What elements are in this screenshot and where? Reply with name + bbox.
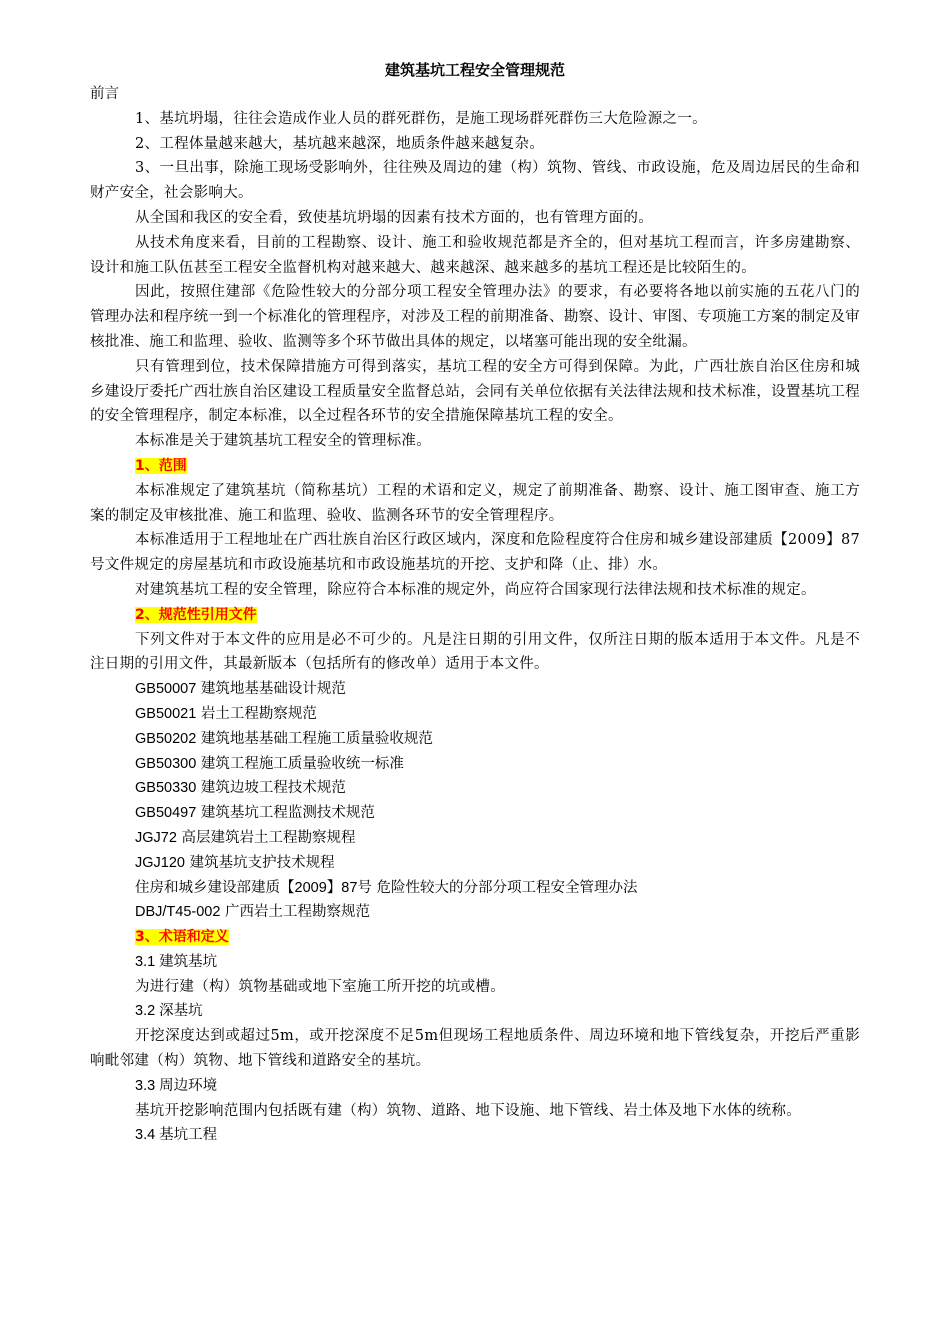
section-1-paragraph-2: 本标准适用于工程地址在广西壮族自治区行政区域内，深度和危险程度符合住房和城乡建设部建质【2009】87号文件规定的房屋基坑和市政设施基坑和市政设施基坑的开挖、支护和降（止、排）水。 bbox=[90, 532, 860, 574]
reference-code: GB50021 bbox=[135, 705, 197, 722]
term-3-1-definition: 为进行建（构）筑物基础或地下室施工所开挖的坑或槽。 bbox=[135, 978, 505, 995]
preface-paragraph-2: 2、工程体量越来越大，基坑越来越深，地质条件越来越复杂。 bbox=[135, 135, 545, 152]
reference-code: DBJ/T45-002 bbox=[135, 904, 221, 921]
section-1-paragraph-1: 本标准规定了建筑基坑（简称基坑）工程的术语和定义，规定了前期准备、勘察、设计、施工图审查、施工方案的制定及审核批准、施工和监理、验收、监测各环节的安全管理程序。 bbox=[90, 482, 860, 524]
document-title: 建筑基坑工程安全管理规范 bbox=[384, 61, 565, 79]
reference-item bbox=[135, 801, 860, 826]
reference-name: 建筑边坡工程技术规范 bbox=[200, 780, 346, 797]
reference-code: 住房和城乡建设部建质【2009】87号 bbox=[135, 879, 372, 896]
reference-code: JGJ72 bbox=[135, 829, 177, 846]
document-page bbox=[90, 58, 860, 1148]
reference-code: GB50202 bbox=[135, 730, 197, 747]
reference-item bbox=[135, 752, 860, 777]
section-3-heading-row bbox=[135, 925, 860, 950]
section-2-intro: 下列文件对于本文件的应用是必不可少的。凡是注日期的引用文件，仅所注日期的版本适用于本文件。凡是不注日期的引用文件，其最新版本（包括所有的修改单）适用于本文件。 bbox=[90, 631, 860, 673]
reference-name: 建筑基坑工程监测技术规范 bbox=[200, 805, 375, 822]
reference-code: GB50300 bbox=[135, 755, 197, 772]
term-3-4-title: 3.4 基坑工程 bbox=[135, 1127, 218, 1144]
reference-item bbox=[135, 677, 860, 702]
reference-name: 高层建筑岩土工程勘察规程 bbox=[181, 829, 356, 846]
reference-name: 危险性较大的分部分项工程安全管理办法 bbox=[376, 879, 638, 896]
term-3-2-definition: 开挖深度达到或超过5m，或开挖深度不足5m但现场工程地质条件、周边环境和地下管线复杂，开挖后严重影响毗邻建（构）筑物、地下管线和道路安全的基坑。 bbox=[90, 1028, 860, 1070]
reference-item bbox=[135, 851, 860, 876]
preface-paragraph-7: 只有管理到位，技术保障措施方可得到落实，基坑工程的安全方可得到保障。为此，广西壮族自治区住房和城乡建设厅委托广西壮族自治区建设工程质量安全监督总站，会同有关单位依据有关法律法规和技术标准，设置基坑工程的安全管理程序，制定本标准，以全过程各环节的安全措施保障基坑工程的安全。 bbox=[90, 358, 860, 425]
reference-name: 建筑工程施工质量验收统一标准 bbox=[200, 755, 404, 772]
preface-paragraph-6: 因此，按照住建部《危险性较大的分部分项工程安全管理办法》的要求，有必要将各地以前实施的五花八门的管理办法和程序统一到一个标准化的管理程序，对涉及工程的前期准备、勘察、设计、审图、专项施工方案的制定及审核批准、施工和监理、验收、监测等多个环节做出具体的规定，以堵塞可能出现的安全纰漏。 bbox=[90, 284, 860, 350]
preface-paragraph-4: 从全国和我区的安全看，致使基坑坍塌的因素有技术方面的，也有管理方面的。 bbox=[135, 209, 653, 226]
reference-list bbox=[90, 677, 860, 925]
reference-name: 广西岩土工程勘察规范 bbox=[225, 904, 371, 921]
term-3-3-title: 3.3 周边环境 bbox=[135, 1077, 218, 1094]
section-1-heading-row bbox=[135, 454, 860, 479]
reference-code: GB50497 bbox=[135, 805, 197, 822]
reference-name: 岩土工程勘察规范 bbox=[200, 705, 317, 722]
term-3-2-title: 3.2 深基坑 bbox=[135, 1003, 203, 1020]
reference-item bbox=[135, 876, 860, 901]
term-3-1-title: 3.1 建筑基坑 bbox=[135, 953, 218, 970]
preface-paragraph-1: 1、基坑坍塌，往往会造成作业人员的群死群伤，是施工现场群死群伤三大危险源之一。 bbox=[135, 110, 707, 127]
preface-paragraph-8: 本标准是关于建筑基坑工程安全的管理标准。 bbox=[135, 433, 431, 450]
section-2-heading-row bbox=[135, 603, 860, 628]
reference-item bbox=[135, 776, 860, 801]
preface-paragraph-3: 3、一旦出事，除施工现场受影响外，往往殃及周边的建（构）筑物、管线、市政设施，危及周边居民的生命和财产安全，社会影响大。 bbox=[90, 160, 860, 202]
reference-item bbox=[135, 702, 860, 727]
preface-label: 前言 bbox=[90, 86, 119, 102]
reference-item bbox=[135, 826, 860, 851]
reference-code: GB50007 bbox=[135, 681, 197, 698]
reference-item bbox=[135, 727, 860, 752]
reference-name: 建筑地基基础工程施工质量验收规范 bbox=[200, 730, 433, 747]
section-1-paragraph-3: 对建筑基坑工程的安全管理，除应符合本标准的规定外，尚应符合国家现行法律法规和技术标准的规定。 bbox=[135, 581, 816, 598]
reference-item bbox=[135, 900, 860, 925]
reference-code: GB50330 bbox=[135, 780, 197, 797]
reference-name: 建筑基坑支护技术规程 bbox=[189, 854, 335, 871]
section-2-heading: 2、规范性引用文件 bbox=[135, 606, 257, 623]
term-3-3-definition: 基坑开挖影响范围内包括既有建（构）筑物、道路、地下设施、地下管线、岩土体及地下水体的统称。 bbox=[135, 1102, 801, 1119]
preface-paragraph-5: 从技术角度来看，目前的工程勘察、设计、施工和验收规范都是齐全的，但对基坑工程而言，许多房建勘察、设计和施工队伍甚至工程安全监督机构对越来越大、越来越深、越来越多的基坑工程还是比较陌生的。 bbox=[90, 234, 860, 276]
reference-code: JGJ120 bbox=[135, 854, 185, 871]
reference-name: 建筑地基基础设计规范 bbox=[200, 681, 346, 698]
section-3-heading: 3、术语和定义 bbox=[135, 929, 229, 946]
section-1-heading: 1、范围 bbox=[135, 457, 187, 474]
